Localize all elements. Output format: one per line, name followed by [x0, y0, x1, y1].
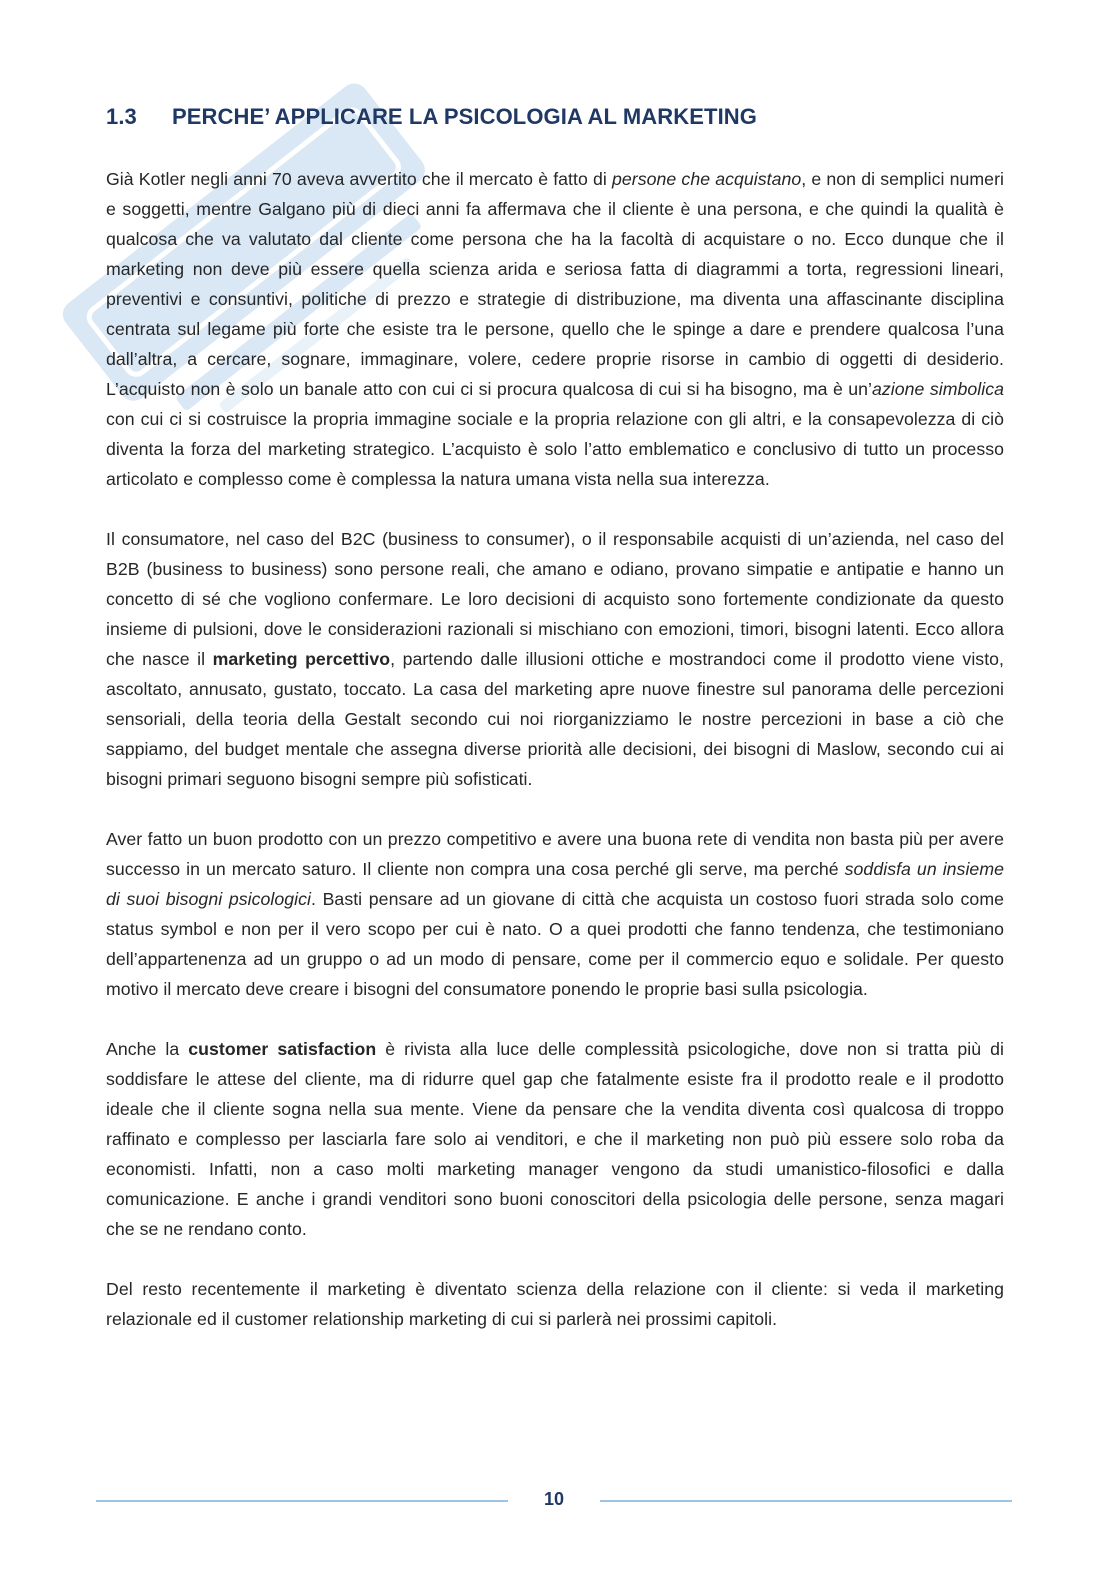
text-run: Il consumatore, nel caso del B2C (business to consumer), o il responsabile acquisti di un’azienda, nel caso del B2B (business to business) sono persone reali, che amano e odiano, provano simpatie e antipatie e hanno un concetto di sé che vogliono confermare. Le loro decisioni di acquisto sono fortemente condizionate da questo insieme di pulsioni, dove le considerazioni razionali si mischiano con emozioni, timori, bisogni latenti. Ecco allora che nasce il: [106, 529, 1004, 669]
text-run: è rivista alla luce delle complessità psicologiche, dove non si tratta più di soddisfare le attese del cliente, ma di ridurre quel gap che fatalmente esiste fra il prodotto reale e il prodotto ideale che il cliente sogna nella sua mente. Viene da pensare che la vendita diventa così qualcosa di troppo raffinato e complesso per lasciarla fare solo ai venditori, e che il marketing non può più essere solo roba da economisti. Infatti, non a caso molti marketing manager vengono da studi umanistico-filosofici e dalla comunicazione. E anche i grandi venditori sono buoni conoscitori della psicologia delle persone, senza magari che se ne rendano conto.: [106, 1039, 1004, 1239]
footer-rule-right: [600, 1500, 1012, 1502]
footer-rule-left: [96, 1500, 508, 1502]
italic-run: azione simbolica: [872, 379, 1005, 399]
text-run: Aver fatto un buon prodotto con un prezzo competitivo e avere una buona rete di vendita non basta più per avere successo in un mercato saturo. Il cliente non compra una cosa perché gli serve, ma perché: [106, 829, 1004, 879]
text-run: . Basti pensare ad un giovane di città che acquista un costoso fuori strada solo come status symbol e non per il vero scopo per cui è nato. O a quei prodotti che fanno tendenza, che testimoniano dell’appartenenza ad un gruppo o ad un modo di pensare, come per il commercio equo e solidale. Per questo motivo il mercato deve creare i bisogni del consumatore ponendo le proprie basi sulla psicologia.: [106, 889, 1004, 999]
bold-run: customer satisfaction: [188, 1039, 377, 1059]
section-heading: [106, 104, 1004, 130]
text-run: con cui ci si costruisce la propria immagine sociale e la propria relazione con gli altri, e la consapevolezza di ciò diventa la forza del marketing strategico. L’acquisto è solo l’atto emblematico e conclusivo di tutto un processo articolato e complesso come è complessa la natura umana vista nella sua interezza.: [106, 409, 1004, 489]
paragraph: [106, 1034, 1004, 1244]
paragraph: [106, 164, 1004, 494]
page-number: 10: [543, 1489, 565, 1509]
text-run: , e non di semplici numeri e soggetti, mentre Galgano più di dieci anni fa affermava che il cliente è una persona, e che quindi la qualità è qualcosa che va valutato dal cliente come persona che ha la facoltà di acquistare o no. Ecco dunque che il marketing non deve più essere quella scienza arida e seriosa fatta di diagrammi a torta, regressioni lineari, preventivi e consuntivi, politiche di prezzo e strategie di distribuzione, ma diventa una affascinante disciplina centrata sul legame più forte che esiste tra le persone, quello che le spinge a dare e prendere qualcosa l’una dall’altra, a cercare, sognare, immaginare, volere, cedere proprie risorse in cambio di oggetti di desiderio. L’acquisto non è solo un banale atto con cui ci si procura qualcosa di cui si ha bisogno, ma è un’: [106, 169, 1004, 399]
section-title: PERCHE’ APPLICARE LA PSICOLOGIA AL MARKETING: [172, 104, 757, 129]
text-run: Già Kotler negli anni 70 aveva avvertito che il mercato è fatto di: [106, 169, 613, 189]
page-content: [106, 104, 1004, 1364]
text-run: Anche la: [106, 1039, 189, 1059]
paragraph: [106, 1274, 1004, 1334]
text-run: Del resto recentemente il marketing è diventato scienza della relazione con il cliente: si veda il marketing relazionale ed il customer relationship marketing di cui si parlerà nei prossimi capitoli.: [106, 1279, 1004, 1329]
page-footer: [0, 1489, 1116, 1513]
paragraph: [106, 824, 1004, 1004]
section-number: 1.3: [106, 104, 137, 129]
bold-run: marketing percettivo: [212, 649, 391, 669]
text-run: , partendo dalle illusioni ottiche e mostrandoci come il prodotto viene visto, ascoltato, annusato, gustato, toccato. La casa del marketing apre nuove finestre sul panorama delle percezioni sensoriali, della teoria della Gestalt secondo cui noi riorganizziamo le nostre percezioni in base a ciò che sappiamo, del budget mentale che assegna diverse priorità alle decisioni, dei bisogni di Maslow, secondo cui ai bisogni primari seguono bisogni sempre più sofisticati.: [106, 649, 1005, 789]
italic-run: persone che acquistano: [612, 169, 802, 189]
italic-run: soddisfa un insieme di suoi bisogni psicologici: [106, 859, 1004, 909]
paragraph: [106, 524, 1004, 794]
